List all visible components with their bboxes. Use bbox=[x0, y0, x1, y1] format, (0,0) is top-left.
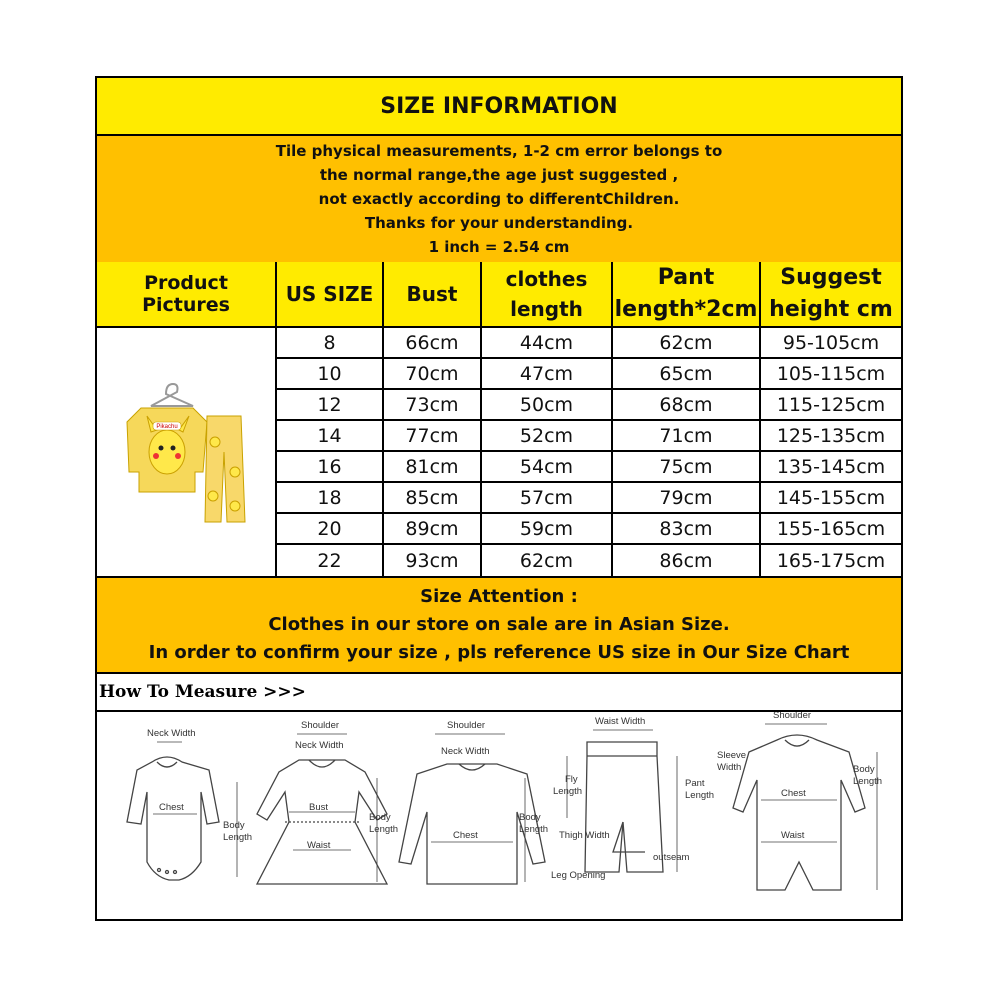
how-to-measure-heading: How To Measure >>> bbox=[97, 672, 901, 712]
cell-clothes-length: 62cm bbox=[482, 545, 613, 576]
garment-diagrams bbox=[97, 712, 901, 919]
label-body-length: Length bbox=[519, 824, 549, 835]
cell-clothes-length: 44cm bbox=[482, 328, 613, 359]
label-chest: Chest bbox=[453, 830, 478, 841]
attention-line: In order to confirm your size , pls reference US size in Our Size Chart bbox=[148, 642, 850, 663]
cell-us-size: 8 bbox=[277, 328, 384, 359]
pajama-set-image bbox=[111, 372, 261, 532]
size-table bbox=[97, 262, 901, 576]
cell-bust: 81cm bbox=[384, 452, 482, 483]
pants-diagram bbox=[585, 742, 663, 872]
note-line: Thanks for your understanding. bbox=[364, 214, 634, 232]
cell-us-size: 22 bbox=[277, 545, 384, 576]
cell-clothes-length: 59cm bbox=[482, 514, 613, 545]
label-chest: Chest bbox=[159, 802, 184, 813]
label-body-length: Body bbox=[369, 812, 391, 823]
attention-line: Clothes in our store on sale are in Asian Size. bbox=[268, 614, 730, 635]
romper-diagram bbox=[733, 735, 865, 890]
cell-pant-length: 79cm bbox=[613, 483, 761, 514]
cell-us-size: 20 bbox=[277, 514, 384, 545]
cell-bust: 93cm bbox=[384, 545, 482, 576]
label-sleeve-width: Sleeve bbox=[717, 750, 747, 761]
attention-heading: Size Attention : bbox=[420, 586, 578, 607]
measurement-notes bbox=[97, 136, 901, 264]
label-body-length: Body bbox=[223, 820, 245, 831]
label-thigh-width: Thigh Width bbox=[559, 830, 610, 841]
cell-us-size: 16 bbox=[277, 452, 384, 483]
header-us-size: US SIZE bbox=[277, 262, 384, 328]
cell-suggest-height: 115-125cm bbox=[761, 390, 901, 421]
page-title: SIZE INFORMATION bbox=[97, 78, 901, 136]
label-chest: Chest bbox=[781, 788, 806, 799]
size-attention bbox=[97, 576, 901, 672]
cell-suggest-height: 95-105cm bbox=[761, 328, 901, 359]
cell-suggest-height: 165-175cm bbox=[761, 545, 901, 576]
measurement-diagrams bbox=[97, 712, 901, 919]
size-chart bbox=[95, 76, 903, 921]
label-shoulder: Shoulder bbox=[447, 720, 486, 731]
cell-suggest-height: 155-165cm bbox=[761, 514, 901, 545]
label-pant-length: Pant bbox=[685, 778, 705, 789]
label-pant-length: Length bbox=[685, 790, 715, 801]
cell-us-size: 10 bbox=[277, 359, 384, 390]
cell-suggest-height: 135-145cm bbox=[761, 452, 901, 483]
label-neck-width: Neck Width bbox=[295, 740, 344, 751]
note-line: not exactly according to differentChildren. bbox=[318, 190, 680, 208]
cell-pant-length: 86cm bbox=[613, 545, 761, 576]
header-text: length*2cm bbox=[614, 297, 758, 322]
cell-suggest-height: 125-135cm bbox=[761, 421, 901, 452]
cell-clothes-length: 50cm bbox=[482, 390, 613, 421]
cell-pant-length: 83cm bbox=[613, 514, 761, 545]
label-body-length: Length bbox=[853, 776, 883, 787]
cell-us-size: 18 bbox=[277, 483, 384, 514]
header-suggest-height bbox=[761, 262, 901, 328]
header-text: Pant bbox=[657, 265, 715, 290]
label-waist: Waist bbox=[781, 830, 805, 841]
header-bust: Bust bbox=[384, 262, 482, 328]
cell-bust: 77cm bbox=[384, 421, 482, 452]
label-sleeve-width: Width bbox=[717, 762, 742, 773]
header-text: length bbox=[510, 297, 583, 321]
label-shoulder: Shoulder bbox=[773, 712, 812, 721]
cell-clothes-length: 57cm bbox=[482, 483, 613, 514]
cell-clothes-length: 47cm bbox=[482, 359, 613, 390]
cell-pant-length: 62cm bbox=[613, 328, 761, 359]
dress-diagram bbox=[257, 760, 387, 884]
cell-suggest-height: 105-115cm bbox=[761, 359, 901, 390]
label-waist-width: Waist Width bbox=[595, 716, 646, 727]
header-text: clothes bbox=[505, 267, 588, 291]
label-fly-length: Fly bbox=[565, 774, 578, 785]
label-waist: Waist bbox=[307, 840, 331, 851]
image-caption: Pikachu bbox=[156, 424, 178, 430]
note-line: 1 inch = 2.54 cm bbox=[428, 238, 570, 256]
cell-pant-length: 65cm bbox=[613, 359, 761, 390]
cell-bust: 73cm bbox=[384, 390, 482, 421]
note-line: the normal range,the age just suggested , bbox=[319, 166, 679, 184]
product-picture bbox=[97, 328, 277, 576]
cell-bust: 66cm bbox=[384, 328, 482, 359]
cell-pant-length: 68cm bbox=[613, 390, 761, 421]
cell-clothes-length: 52cm bbox=[482, 421, 613, 452]
cell-suggest-height: 145-155cm bbox=[761, 483, 901, 514]
label-outseam: outseam bbox=[653, 852, 690, 863]
label-body-length: Length bbox=[369, 824, 399, 835]
cell-us-size: 14 bbox=[277, 421, 384, 452]
label-fly-length: Length bbox=[553, 786, 583, 797]
label-neck-width: Neck Width bbox=[441, 746, 490, 757]
label-shoulder: Shoulder bbox=[301, 720, 340, 731]
cell-clothes-length: 54cm bbox=[482, 452, 613, 483]
header-pant-length bbox=[613, 262, 761, 328]
header-clothes-length bbox=[482, 262, 613, 328]
cell-bust: 89cm bbox=[384, 514, 482, 545]
cell-bust: 85cm bbox=[384, 483, 482, 514]
label-body-length: Body bbox=[853, 764, 875, 775]
cell-pant-length: 75cm bbox=[613, 452, 761, 483]
cell-pant-length: 71cm bbox=[613, 421, 761, 452]
header-product-pictures: Product Pictures bbox=[97, 262, 277, 328]
header-text: Suggest bbox=[780, 265, 882, 290]
label-neck-width: Neck Width bbox=[147, 728, 196, 739]
label-body-length: Body bbox=[519, 812, 541, 823]
bodysuit-diagram bbox=[127, 757, 219, 880]
cell-bust: 70cm bbox=[384, 359, 482, 390]
label-bust: Bust bbox=[309, 802, 329, 813]
label-body-length: Length bbox=[223, 832, 253, 843]
cell-us-size: 12 bbox=[277, 390, 384, 421]
header-text: height cm bbox=[769, 297, 893, 322]
label-leg-opening: Leg Opening bbox=[551, 870, 606, 881]
note-line: Tile physical measurements, 1-2 cm error belongs to bbox=[275, 142, 723, 160]
